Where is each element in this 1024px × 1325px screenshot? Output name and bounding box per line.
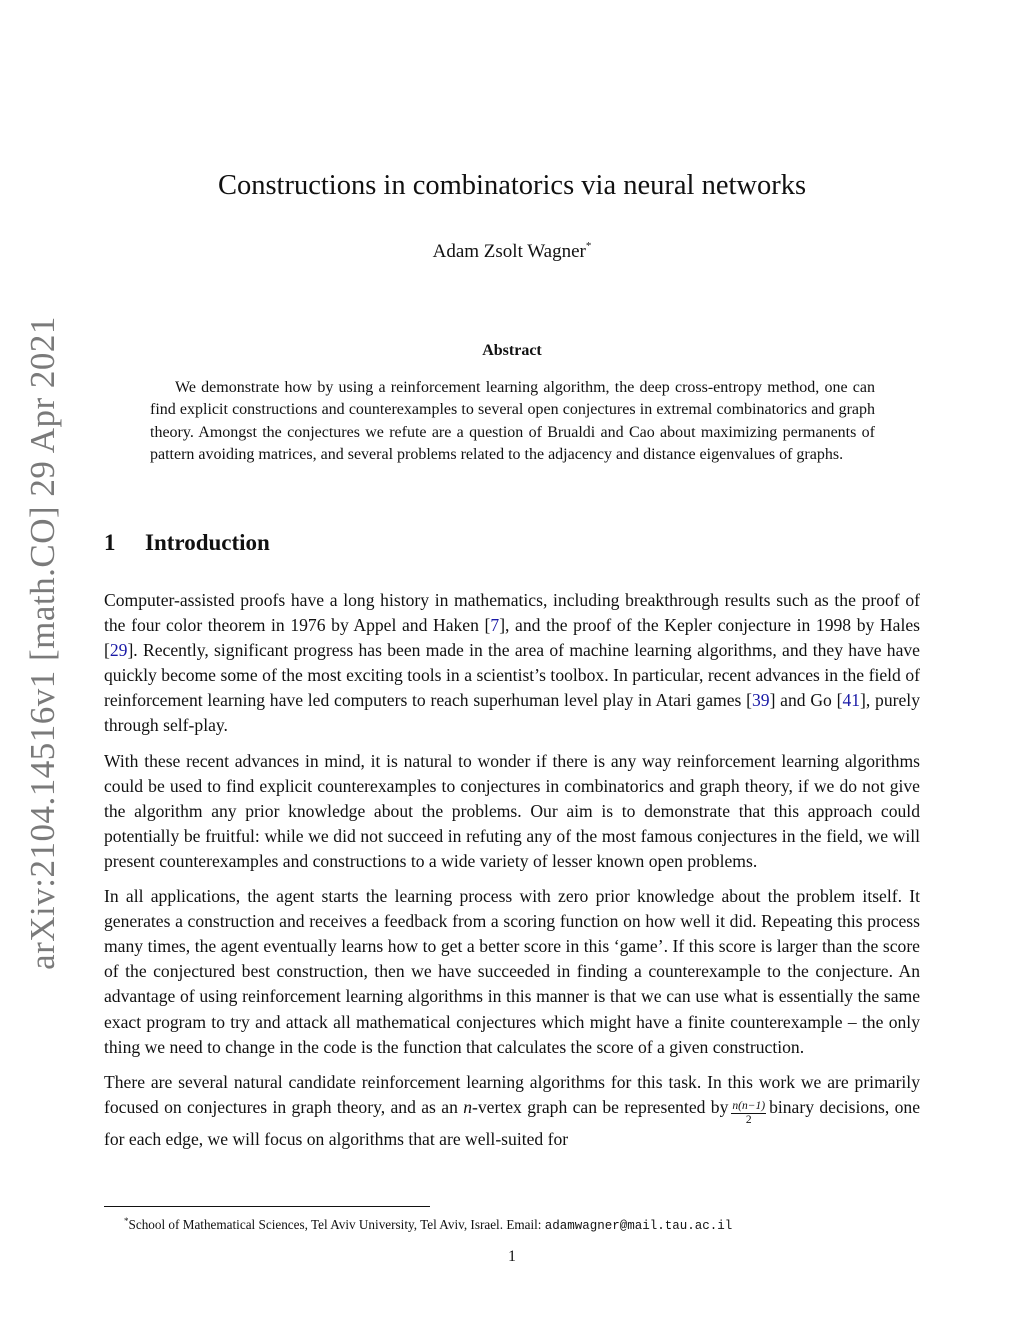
citation-link[interactable]: 39: [751, 690, 770, 711]
text-run: -vertex graph can be represented by: [472, 1096, 729, 1117]
citation-link[interactable]: 7: [490, 615, 500, 636]
footnote-divider: [104, 1206, 430, 1207]
footnote: [124, 1212, 924, 1235]
text-run: There are several natural candidate reinforcement learning algorithms for this task. In this work we are primarily focused on conjectures in graph theory, and as an: [104, 1071, 920, 1117]
footnote-text: School of Mathematical Sciences, Tel Aviv University, Tel Aviv, Israel. Email:: [128, 1217, 545, 1232]
footnote-marker: *: [124, 1216, 129, 1226]
paragraph-2: With these recent advances in mind, it is natural to wonder if there is any way reinforcement learning algorithms could be used to find explicit counterexamples to conjectures in combinatorics and graph theory, if we do not give the algorithm any prior knowledge about the problems. Our aim is to demonstrate that this approach could potentially be fruitful: while we did not succeed in refuting any of the most famous conjectures in the field, we will present counterexamples and constructions to a wide variety of lesser known open problems.: [104, 750, 920, 871]
text-run: Computer-assisted proofs have a long history in mathematics, including breakthrough results such as the proof of the four color theorem in 1976 by Appel and Haken [: [104, 590, 920, 636]
section-title: Introduction: [145, 530, 270, 555]
citation-link[interactable]: 41: [842, 690, 861, 711]
paragraph-3: In all applications, the agent starts the learning process with zero prior knowledge about the problem itself. It generates a construction and receives a feedback from a scoring function on how well it did. Repeating this process many times, the agent eventually learns how to get a better score in this ‘game’. If this score is larger than the score of the conjectured best construction, then we have succeeded in finding a counterexample to the conjecture. An advantage of using reinforcement learning algorithms in this manner is that we can use what is essentially the same exact program to try and attack all mathematical conjectures which might have a finite counterexample – the only thing we need to change in the code is the function that calculates the score of a given construction.: [104, 886, 920, 1057]
text-run: ], purely through self-play.: [104, 690, 920, 736]
author-name: Adam Zsolt Wagner: [432, 241, 586, 262]
math-variable: n: [463, 1096, 473, 1117]
text-run: binary decisions, one for each edge, we will focus on algorithms that are well-suited for: [104, 1096, 920, 1149]
abstract-text: We demonstrate how by using a reinforcement learning algorithm, the deep cross-entropy method, one can find explicit constructions and counterexamples to several open conjectures in extremal combinatorics and graph theory. Amongst the conjectures we refute are a question of Brualdi and Cao about maximizing permanents of pattern avoiding matrices, and several problems related to the adjacency and distance eigenvalues of graphs.: [150, 379, 875, 464]
fraction-numerator: n(n−1): [732, 1099, 766, 1112]
abstract-heading: Abstract: [482, 342, 542, 359]
body-text: [104, 588, 920, 1162]
author-footnote-marker[interactable]: *: [585, 240, 592, 252]
arxiv-identifier-text: arXiv:2104.14516v1 [math.CO] 29 Apr 2021: [23, 316, 62, 970]
fraction: [731, 1100, 766, 1127]
page-number: 1: [508, 1248, 516, 1265]
paragraph-4: [104, 1070, 920, 1152]
paper-title: Constructions in combinatorics via neural networks: [217, 170, 807, 201]
paragraph-1: [104, 588, 920, 739]
text-run: ]. Recently, significant progress has been made in the area of machine learning algorithms, and they have have quickly become some of the most exciting tools in a scientist’s toolbox. In particular, recent advances in the field of reinforcement learning have led computers to reach superhuman level play in Atari games [: [104, 640, 920, 711]
text-run: ], and the proof of the Kepler conjecture in 1998 by Hales [: [104, 615, 920, 661]
author-email[interactable]: adamwagner@mail.tau.ac.il: [544, 1219, 733, 1233]
author-line: [0, 240, 1024, 263]
section-heading: [104, 530, 270, 556]
text-run: ] and Go [: [769, 690, 843, 711]
section-number: 1: [104, 530, 116, 555]
citation-link[interactable]: 29: [109, 640, 128, 661]
fraction-denominator: 2: [745, 1113, 752, 1126]
